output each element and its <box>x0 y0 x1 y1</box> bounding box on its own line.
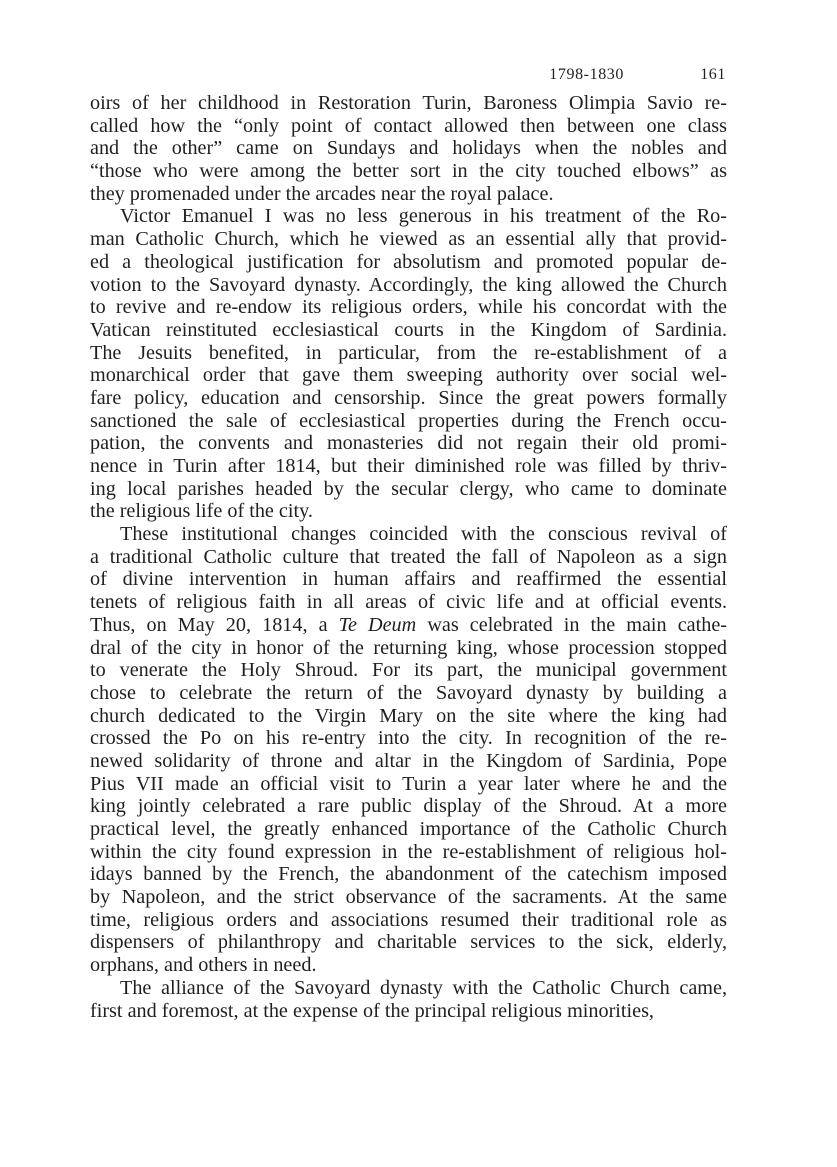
text-run: nence in Turin after 1814, but their diminished role was filled by thriv- <box>90 455 727 477</box>
text-run: chose to celebrate the return of the Savoyard dynasty by building a <box>90 681 727 704</box>
book-page <box>90 62 727 1022</box>
text-line <box>90 637 727 660</box>
paragraph <box>90 523 727 977</box>
text-run: The Jesuits benefited, in particular, from the re-establishment of a <box>90 341 727 364</box>
text-run: Victor Emanuel I was no less generous in his treatment of the Ro- <box>120 205 727 228</box>
page-number: 161 <box>700 66 726 83</box>
text-line <box>90 977 727 1000</box>
text-line <box>90 886 727 909</box>
text-line <box>90 659 727 682</box>
text-run: Thus, on May 20, 1814, a <box>90 613 339 636</box>
text-run: they promenaded under the arcades near the royal palace. <box>90 182 554 205</box>
text-line <box>90 160 727 183</box>
text-line <box>90 296 727 319</box>
text-run: practical level, the greatly enhanced importance of the Catholic Church <box>90 818 727 840</box>
text-line <box>90 251 727 274</box>
text-run: called how the “only point of contact allowed then between one class <box>90 114 727 137</box>
italic-title: Te Deum <box>338 613 417 636</box>
body-text <box>90 92 727 1022</box>
text-run: dral of the city in honor of the returning king, whose procession stopped <box>90 636 727 659</box>
text-run: oirs of her childhood in Restoration Turin, Baroness Olimpia Savio re- <box>90 92 727 114</box>
text-line <box>90 183 727 206</box>
text-run: by Napoleon, and the strict observance of the sacraments. At the same <box>90 886 727 909</box>
text-run: newed solidarity of throne and altar in the Kingdom of Sardinia, Pope <box>90 749 727 772</box>
paragraph <box>90 92 727 205</box>
text-line <box>90 523 727 546</box>
running-head <box>90 62 727 92</box>
text-run: of divine intervention in human affairs and reaffirmed the essential <box>90 568 727 591</box>
text-run: pation, the convents and monasteries did not regain their old promi- <box>90 432 727 455</box>
paragraph <box>90 977 727 1022</box>
text-run: orphans, and others in need. <box>90 954 317 977</box>
text-run: sanctioned the sale of ecclesiastical properties during the French occu- <box>90 409 727 432</box>
text-line <box>90 1000 727 1023</box>
text-run: votion to the Savoyard dynasty. Accordingly, the king allowed the Church <box>90 273 727 296</box>
text-run: time, religious orders and associations resumed their traditional role as <box>90 908 727 931</box>
text-line <box>90 931 727 954</box>
text-line <box>90 228 727 251</box>
running-head-title: 1798-1830 <box>549 66 624 83</box>
text-run: first and foremost, at the expense of the principal religious minorities, <box>90 999 654 1022</box>
text-line <box>90 342 727 365</box>
text-line <box>90 795 727 818</box>
text-line <box>90 387 727 410</box>
text-run: to venerate the Holy Shroud. For its part, the municipal government <box>90 659 727 682</box>
text-line <box>90 546 727 569</box>
text-line <box>90 319 727 342</box>
text-line <box>90 727 727 750</box>
text-run: dispensers of philanthropy and charitable services to the sick, elderly, <box>90 931 727 954</box>
text-line <box>90 115 727 138</box>
text-line <box>90 455 727 478</box>
text-run: idays banned by the French, the abandonment of the catechism imposed <box>90 863 727 886</box>
text-line <box>90 364 727 387</box>
text-line <box>90 682 727 705</box>
text-line <box>90 818 727 841</box>
text-line <box>90 410 727 433</box>
text-line <box>90 614 727 637</box>
text-line <box>90 909 727 932</box>
text-run: ing local parishes headed by the secular clergy, who came to dominate <box>90 477 727 500</box>
text-run: “those who were among the better sort in the city touched elbows” as <box>90 160 727 183</box>
text-run: church dedicated to the Virgin Mary on the site where the king had <box>90 704 727 727</box>
text-run: to revive and re-endow its religious orders, while his concordat with the <box>90 296 727 319</box>
text-line <box>90 92 727 115</box>
text-run: Vatican reinstituted ecclesiastical courts in the Kingdom of Sardinia. <box>90 318 727 341</box>
text-line <box>90 773 727 796</box>
text-line <box>90 478 727 501</box>
text-run: the religious life of the city. <box>90 500 313 523</box>
text-line <box>90 432 727 455</box>
text-run: was celebrated in the main cathe- <box>416 613 727 636</box>
text-run: fare policy, education and censorship. Since the great powers formally <box>90 386 727 409</box>
text-line <box>90 274 727 297</box>
text-run: The alliance of the Savoyard dynasty with the Catholic Church came, <box>120 976 727 999</box>
text-line <box>90 750 727 773</box>
text-run: monarchical order that gave them sweeping authority over social wel- <box>90 364 727 387</box>
text-run: a traditional Catholic culture that treated the fall of Napoleon as a sign <box>90 545 727 568</box>
text-run: and the other” came on Sundays and holidays when the nobles and <box>90 137 727 160</box>
text-run: These institutional changes coincided with the conscious revival of <box>120 523 727 546</box>
text-run: within the city found expression in the re-establishment of religious hol- <box>90 840 727 863</box>
text-line <box>90 500 727 523</box>
text-line <box>90 205 727 228</box>
text-line <box>90 863 727 886</box>
text-run: crossed the Po on his re-entry into the city. In recognition of the re- <box>90 727 727 750</box>
text-line <box>90 705 727 728</box>
text-run: king jointly celebrated a rare public display of the Shroud. At a more <box>90 795 727 818</box>
text-line <box>90 568 727 591</box>
paragraph <box>90 205 727 523</box>
text-line <box>90 954 727 977</box>
text-line <box>90 137 727 160</box>
text-run: tenets of religious faith in all areas of civic life and at official events. <box>90 591 727 614</box>
text-run: Pius VII made an official visit to Turin a year later where he and the <box>90 772 727 795</box>
text-line <box>90 591 727 614</box>
text-run: man Catholic Church, which he viewed as an essential ally that provid- <box>90 228 727 251</box>
text-run: ed a theological justification for absolutism and promoted popular de- <box>90 250 727 273</box>
text-line <box>90 841 727 864</box>
